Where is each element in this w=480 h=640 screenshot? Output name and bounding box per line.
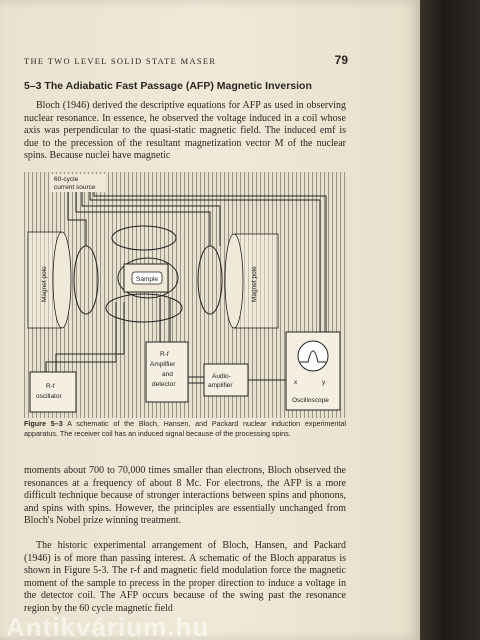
rf-oscillator-box — [30, 372, 76, 412]
magnet-pole-left — [28, 232, 71, 328]
label-current-source-1: 60-cycle — [54, 176, 79, 183]
oscilloscope-box — [286, 332, 340, 410]
label-oscilloscope: Oscilloscope — [292, 397, 329, 404]
paragraph-2: moments about 700 to 70,000 times smaller than electrons, Bloch observed the resonances at a frequency of about 8 Mc. For electrons, the AFP is a more difficult technique because of stronger interactions between spins and phonons, and spins with spins. However, the principles are essentially unchanged from Bloch's Nobel prize winning treatment. — [24, 465, 346, 527]
label-rf-amp-4: detector — [152, 381, 176, 388]
label-scope-x: x — [294, 379, 298, 386]
label-rf-osc-2: oscillator — [36, 393, 62, 400]
label-scope-y: y — [322, 379, 326, 386]
section-title: 5–3 The Adiabatic Fast Passage (AFP) Magnetic Inversion — [24, 80, 312, 92]
figure-caption — [24, 419, 346, 439]
label-current-source-2: current source — [54, 184, 96, 191]
page-number: 79 — [334, 53, 348, 67]
label-rf-osc-1: R-f — [46, 383, 55, 390]
figure-schematic — [24, 172, 346, 418]
label-audio-1: Audio- — [212, 373, 231, 380]
label-rf-amp-2: Amplifier — [150, 361, 176, 368]
figure-caption-label: Figure 5–3 — [24, 419, 63, 428]
audio-amplifier-box — [204, 364, 248, 396]
label-magnet-pole-right: Magnet pole — [251, 266, 258, 302]
label-sample: Sample — [136, 276, 159, 283]
watermark: Antikvárium.hu — [6, 612, 210, 640]
label-rf-amp-1: R-f — [160, 351, 169, 358]
running-head: THE TWO LEVEL SOLID STATE MASER — [24, 56, 217, 66]
paragraph-3: The historic experimental arrangement of Bloch, Hansen, and Packard (1946) is of more than passing interest. A schematic of the Bloch apparatus is shown in Figure 5-3. The r-f and magnetic field modulation force the magnetic moment of the sample to precess in the proper direction to induce a voltage in the detector coil. The AFP occurs because of the swing past the resonance region by the 60 cycle magnetic field — [24, 540, 346, 614]
figure-caption-text: A schematic of the Bloch, Hansen, and Packard nuclear induction experimental apparatus. The receiver coil has an induced signal because of the processing spins. — [24, 419, 347, 438]
book-spine — [420, 0, 480, 640]
paragraph-1: Bloch (1946) derived the descriptive equations for AFP as used in observing nuclear resonance. In essence, he observed the voltage induced in a coil whose axis was perpendicular to the quasi-static magnetic field. The induced emf is due to the precession of the resultant magnetization vector M of the nuclear spins. Because nuclei have magnetic — [24, 100, 346, 162]
label-magnet-pole-left: Magnet pole — [41, 266, 48, 302]
label-rf-amp-3: and — [162, 371, 173, 378]
label-audio-2: amplifier — [208, 382, 233, 389]
magnet-pole-right — [225, 234, 278, 328]
rf-amplifier-box — [146, 342, 188, 402]
